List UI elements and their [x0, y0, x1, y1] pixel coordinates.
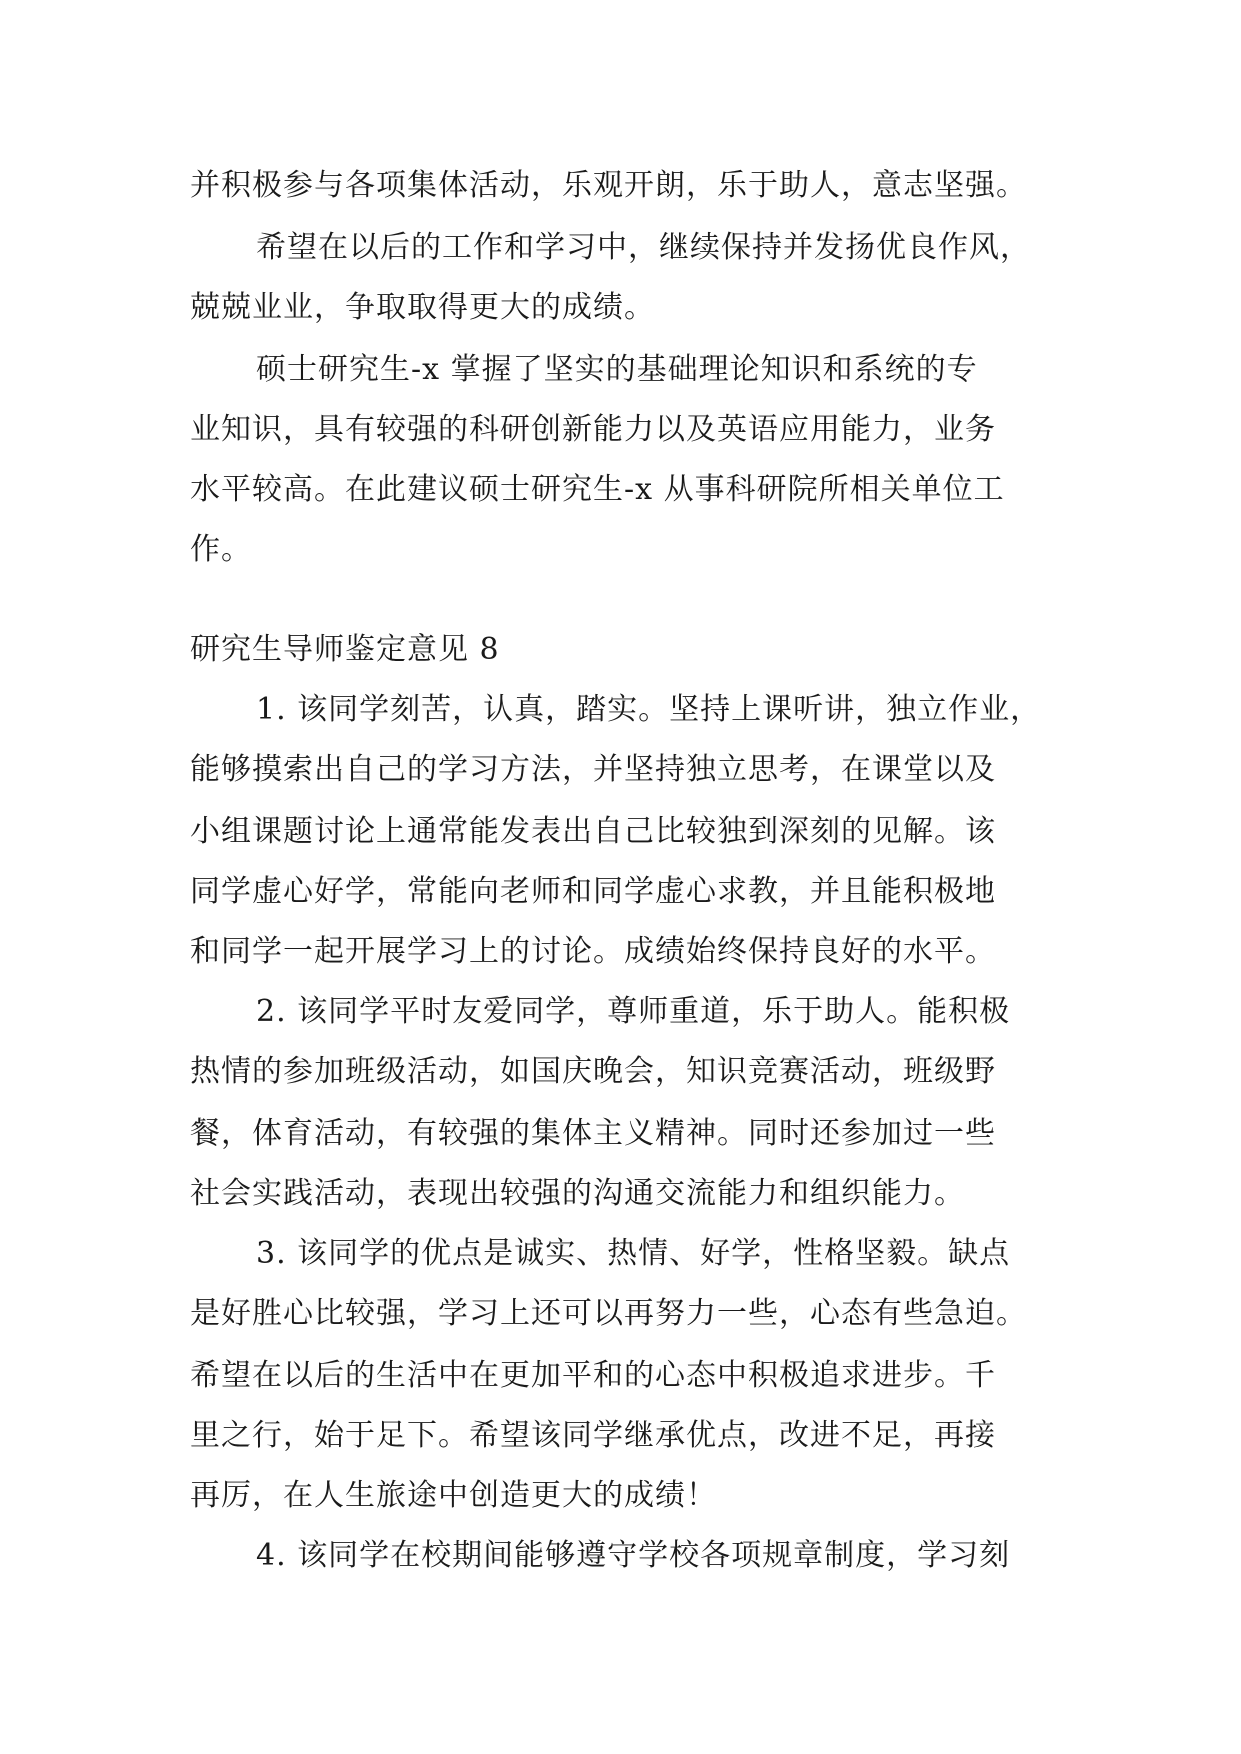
text-line: 希望在以后的工作和学习中，继续保持并发扬优良作风，: [256, 230, 1031, 265]
text-line: 并积极参与各项集体活动，乐观开朗，乐于助人，意志坚强。: [190, 168, 1027, 203]
text-line: 1. 该同学刻苦，认真，踏实。坚持上课听讲，独立作业，: [256, 692, 1042, 727]
section-heading: 研究生导师鉴定意见 8: [190, 632, 500, 667]
text-line: 能够摸索出自己的学习方法，并坚持独立思考，在课堂以及: [190, 752, 996, 787]
text-line: 水平较高。在此建议硕士研究生-x 从事科研院所相关单位工: [190, 472, 1005, 507]
text-line: 硕士研究生-x 掌握了坚实的基础理论知识和系统的专: [256, 352, 978, 387]
text-line: 同学虚心好学，常能向老师和同学虚心求教，并且能积极地: [190, 874, 996, 909]
text-line: 作。: [190, 532, 252, 567]
text-line: 再厉，在人生旅途中创造更大的成绩！: [190, 1478, 717, 1513]
text-line: 4. 该同学在校期间能够遵守学校各项规章制度，学习刻: [256, 1538, 1011, 1573]
text-line: 2. 该同学平时友爱同学，尊师重道，乐于助人。能积极: [256, 994, 1011, 1029]
text-line: 社会实践活动，表现出较强的沟通交流能力和组织能力。: [190, 1176, 965, 1211]
text-line: 小组课题讨论上通常能发表出自己比较独到深刻的见解。该: [190, 814, 996, 849]
text-line: 里之行，始于足下。希望该同学继承优点，改进不足，再接: [190, 1418, 996, 1453]
text-line: 餐，体育活动，有较强的集体主义精神。同时还参加过一些: [190, 1116, 996, 1151]
text-line: 和同学一起开展学习上的讨论。成绩始终保持良好的水平。: [190, 934, 996, 969]
text-line: 3. 该同学的优点是诚实、热情、好学，性格坚毅。缺点: [256, 1236, 1011, 1271]
text-line: 热情的参加班级活动，如国庆晚会，知识竞赛活动，班级野: [190, 1054, 996, 1089]
text-line: 希望在以后的生活中在更加平和的心态中积极追求进步。千: [190, 1358, 996, 1393]
text-line: 业知识，具有较强的科研创新能力以及英语应用能力，业务: [190, 412, 996, 447]
text-line: 兢兢业业，争取取得更大的成绩。: [190, 290, 655, 325]
text-line: 是好胜心比较强，学习上还可以再努力一些，心态有些急迫。: [190, 1296, 1027, 1331]
